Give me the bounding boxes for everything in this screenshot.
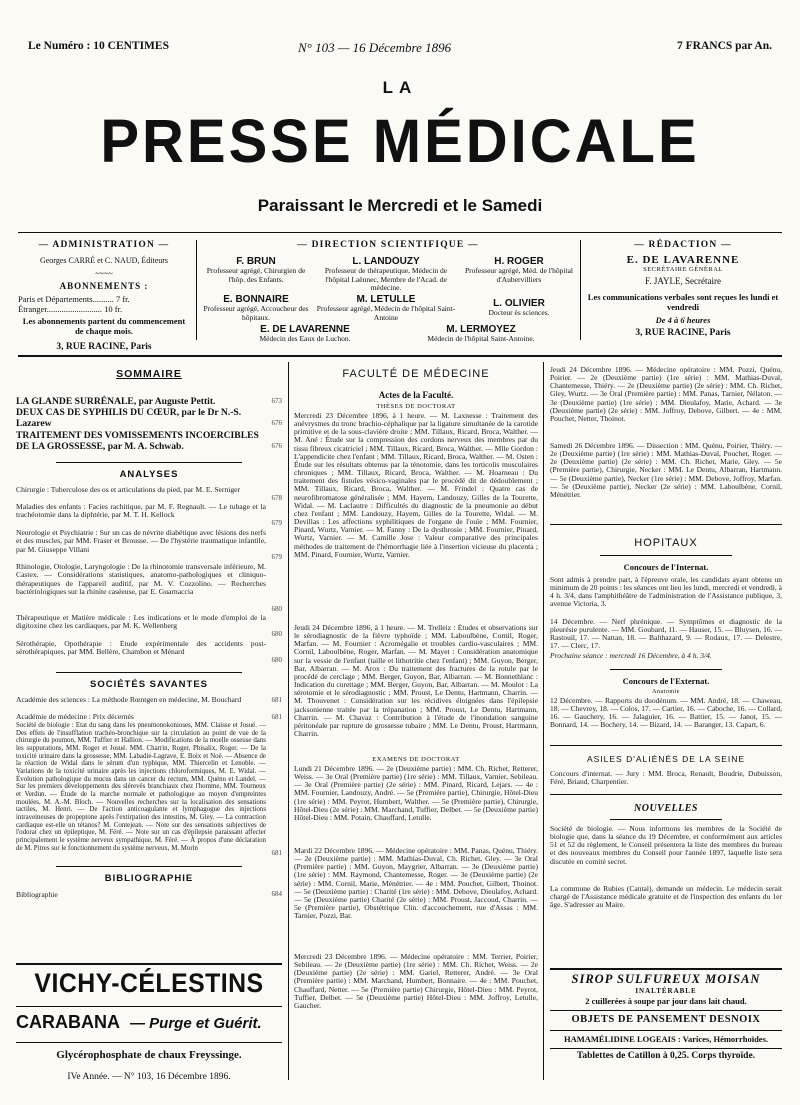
societe-item[interactable]: Académie des sciences : La méthode Rœntgen en médecine, M. Bouchard 681 [16, 696, 282, 705]
nouvelles-rubies: La commune de Rubies (Cantal), demande un médecin. Le médecin serait chargé de l'Assistance médicale gratuite et de l'inspection des enfants du 1er âge. S'adresser au Maire. [550, 885, 782, 910]
sommaire-items [16, 396, 282, 452]
redaction-address: 3, RUE RACINE, Paris [635, 328, 731, 338]
divider [56, 462, 242, 463]
divider [550, 524, 782, 525]
bibliographie-item[interactable]: Bibliographie 684 [16, 890, 282, 900]
analysis-item[interactable]: Maladies des enfants : Facies rachitique, par M. F. Regnault. — Le tubage et la trachéotomie dans la diphtérie, par M. T. H. Kellock 679 [16, 503, 282, 528]
internat-header: Concours de l'Internat. [623, 562, 709, 572]
administration-header: — ADMINISTRATION — [38, 240, 170, 250]
societe-item[interactable]: Académie de médecine : Prix décernés 681 [16, 713, 282, 722]
redaction-hours: De 4 à 6 heures [655, 315, 711, 325]
ad-rule [550, 1048, 782, 1049]
masthead-subtitle: Paraissant le Mercredi et le Samedi [257, 196, 543, 215]
divider [550, 745, 782, 746]
ad-hamamelidine: HAMAMÉLIDINE LOGEAIS : Varices, Hémorrhoïdes. [564, 1034, 768, 1044]
divider [550, 794, 782, 795]
examens-text-26: Samedi 26 Décembre 1896. — Dissection : MM. Quénu, Poirier, Thiéry. — 2e (Deuxième partie) (1re série) : MM. Mathias-Duval, Pouchet, Roger. — 2e (Deuxième partie) (2e série) : MM. Ch. Richet, Marie, Gley. — 5e (Première partie), Chirurgie, Necker : MM. Le Dentu, Albarran, Hartmann. — 5e (Deuxième partie), Necker (1re série) : MM. Debove, Joffroy, Marfan. — 5e (Deuxième partie), Necker (2e série) : MM. Laboulbène, Cornil, Ménétrier. [550, 442, 782, 499]
redaction-role: SECRÉTAIRE GÉNÉRAL [643, 266, 723, 273]
masthead-title: PRESSE MÉDICALE [100, 107, 700, 176]
ad-vichy-celestins: VICHY-CÉLESTINS [34, 968, 264, 998]
ad-carabana: CARABANA — Purge et Guérit. [16, 1012, 262, 1032]
asiles-text: Concours d'internat. — Jury : MM. Broca, Renault, Boudrie, Dubuisson, Féré, Briand, Charpentier. [550, 770, 782, 787]
director-olivier: L. OLIVIER Docteur ès sciences. [488, 298, 550, 317]
internat-results: 14 Décembre. — Nerf phrénique. — Symptômes et diagnostic de la pleurésie purulente. — MM. Goubard, 11. — Hauser, 15. — Bluysen, 16. — Rastouil, 17. — Nattan, 18. — Balthazard, 9. — Rodaux, 17. — Delestre, 17. — Clerc, 17. [550, 618, 782, 651]
column-divider [196, 240, 197, 340]
issue-price: Le Numéro : 10 CENTIMES [28, 40, 169, 52]
column-divider [288, 362, 289, 1080]
direction-header: — DIRECTION SCIENTIFIQUE — [297, 240, 479, 250]
administration-editors: Georges CARRÉ et C. NAUD, Éditeurs [39, 256, 169, 265]
societe-item[interactable]: Société de biologie : État du sang dans les pneumonokonioses, MM. Claisse et Josué. — Des effets de l'insufflation trachéo-bronchique sur la circulation au point de vue de la chirurgie du poumon, MM. Tuffier et Hallion. — Modifications de la moelle osseuse dans les suppurations, MM. Roger et Josué. MM. Charrin, Roger, Phisalix, Roger. — De la toxicité urinaire dans la grossesse, MM. Labadie-Lagrave, E. Boix et Noé. — Absence de la réaction de Widal dans le sérum d'un typhique, MM. Thiercelin et Lenoble. — Variations de la toxicité urinaire après les injections chloroformiques, M. E. Widal. — Évolution pathologique du mucus dans un cancer du rectum, MM. Quénu et Landel. — Sur les premiers développements des slérevés branchiaux chez l'homme, MM. Tourneux et Verdun. — Étude de la marche normale et pathologique au moyen d'empreintes moulées, M. A.-M. Bloch. — Nouvelles recherches sur la localisation des sensations tactiles, M. Henri. — De l'action anticoagulante et lymphagogue des injections intraveineuses de propeptone après l'extirpation des intestins, M. Gley. — La contraction cardiaque est-elle un tétanos? M. Contejean. — Note sur des sensations subjectives de l'odorat chez un épileptique, M. Féré. — Note sur un cas d'épilepsie paraissant affecter principalement le système nerveux sympathique, M. Féré. — À propos d'une déclaration de M. Pitres sur le fonctionnement du système nerveux, M. Morin 681 [16, 722, 282, 858]
ad-sirop-dosage: 2 cuillerées à soupe par jour dans lait chaud. [585, 996, 747, 1006]
toc-item[interactable]: DEUX CAS DE SYPHILIS DU CŒUR, par le Dr N.-S. Lazarew 676 [16, 407, 282, 430]
column-divider [580, 240, 581, 340]
divider [610, 669, 722, 670]
right-column [550, 366, 782, 919]
issue-footer: IVe Année. — N° 103, 16 Décembre 1896. [67, 1072, 231, 1082]
director-lavarenne: E. DE LAVARENNE Médecin des Eaux de Luchon. [259, 324, 351, 343]
examens-header: EXAMENS DE DOCTORAT [372, 756, 460, 763]
toc-item[interactable]: TRAITEMENT DES VOMISSEMENTS INCOERCIBLES DE LA GROSSESSE, par M. A. Schwab. 676 [16, 429, 282, 452]
divider [56, 672, 242, 673]
examens-text-22: Mardi 22 Décembre 1896. — Médecine opératoire : MM. Panas, Quénu, Thiéry. — 2e (Deuxième partie) : MM. Mathias-Duval, Ch. Richet, Gley. — 3e Oral (Première partie) : MM. Guyon, Maygrier, Albarran. — 3e (Deuxième partie) (1re série) : MM. Raymond, Chantemesse, Roger. — 3e (Deuxième partie) (2e série) : MM. Cornil, Marie, Ménétrier. — 4e : MM. Pouchet, Gilbert, Thoinot. — 5e (Deuxième partie) : Charité (1re série) : MM. Debove, Dieulafoy, Achard. — 5e (Deuxième partie) Charité (2e série) : MM. Proust, Jaccoud, Charrin. — 5e (Première partie), Obstétrique Clin. d'accouchement, rue d'Assas : MM. Tarnier, Pozzi, Bar. [294, 847, 538, 921]
externat-results: 12 Décembre. — Rapports du duodénum. — MM. André, 18. — Chaweau, 18. — Chevrey, 18. — Colos, 17. — Cartier, 16. — Caboche, 16. — Collard, 16. — Gauchery, 16. — Jalaguier, 16. — Battier, 15. — Janot, 15. — Bonnard, 14. — Bochery, 14. — Bizard, 14. — Baranger, 13. Capart, 6. [550, 697, 782, 730]
theses-text-23: Mercredi 23 Décembre 1896, à 1 heure. — M. Laxnesse : Traitement des anévrysmes du tronc brachio-céphalique par la ligature simultanée de la carotide primitive et de la sous-clavière droite ; MM. Tillaux, Ricard, Broca, Walther. — M. Ané : Étude sur la compression des cordons nerveux des membres par du tissu fibreux cicatriciel ; MM. Tillaux, Ricard, Broca, Walther. — Mlle Gordon : L'appendicite chez l'enfant ; MM. Tillaux, Ricard, Broca, Walther. — M. Osten : Étude sur les résultats obtenus par la ténotomie, dans les torticolis musculaires chroniques ; MM. Tillaux, Ricard, Broca, Walther. — M. Hoarneau : Du traitement des fistules vésico-vaginales par le procédé dit de dédoublement ; MM. Tillaux, Ricard, Broca, Walther. — M. Frindel : Quatre cas de neurofibromatose généralisée ; MM. Hayem, Landouzy, Gilles de la Tourette, Widal. — M. Laclautre : Difficultés du diagnostic de la pneumonie au début chez l'enfant ; MM. Landouzy, Hayem, Gilles de la Tourette, Widal. — M. Devillas : Les affections syphilitiques de l'organe de l'ouïe ; MM. Fournier, Pinard, Wurtz, Varnier. — M. Fanny : De la dysthrosie ; MM. Fournier, Pinard, Wurtz, Varnier. — M. Camille Jose : Valeur comparative des principales méthodes de traitement de l'hémorrhagie liée à l'insertion vicieuse du placenta ; MM. Pinard, Fournier, Wurtz, Varnier. [294, 412, 538, 559]
masthead-rule [18, 232, 782, 233]
abonnement-etranger: Étranger.......................... 10 fr. [18, 304, 123, 314]
ad-rule [16, 1042, 282, 1043]
divider [610, 819, 722, 820]
analysis-item[interactable]: Thérapeutique et Matière médicale : Les indications et le mode d'emploi de la digitoxine chez les cardiaques, par M. K. Wellenberg 680 [16, 614, 282, 639]
ornament-divider: ~~~~ [95, 269, 113, 278]
examens-text-21: Lundi 21 Décembre 1896. — 2e (Deuxième partie) : MM. Ch. Richet, Retterer, Weiss. — 3e Oral (Première partie) (1re série) : MM. Tillaux, Varnier, Sebileau. — 3e Oral (Première partie) (2e série) : MM. Pinard, Ricard, Lejars. — 4e : MM. Fournier, Landouzy, André. — 5e (Première partie), Chirurgie, Hôtel-Dieu (1re série) : MM. Peyrot, Humbert, Walther. — 5e (Première partie), Chirurgie, Hôtel-Dieu (2e série) : MM. Marchand, Tuffier, Delbet. — 5e (Deuxième partie) Hôtel-Dieu : MM. Potain, Chauffard, Letulle. [294, 765, 538, 822]
redaction-note: Les communications verbales sont reçues les lundi et vendredi [587, 292, 779, 312]
ad-rule [16, 963, 282, 965]
divider [600, 555, 732, 556]
ad-glycerophosphate: Glycérophosphate de chaux Freyssinge. [56, 1049, 242, 1061]
abonnement-paris: Paris et Départements.......... 7 fr. [18, 294, 130, 304]
sommaire-column [16, 368, 282, 899]
ad-tablettes-catillon: Tablettes de Catillon à 0,25. Corps thyroïde. [576, 1051, 756, 1061]
faculte-header: FACULTÉ DE MÉDECINE [342, 368, 490, 380]
asiles-header: ASILES D'ALIÉNÉS DE LA SEINE [586, 754, 746, 764]
nouvelles-biologie: Société de biologie. — Nous informons les membres de la Société de biologie que, dans la séance du 19 Décembre, et conformément aux articles 51 et 52 du règlement, le Conseil présentera la liste des membres du bureau et des nouveaux membres du Conseil pour l'année 1897, laquelle liste sera discutée en comité secret. [550, 825, 782, 866]
internat-text: Sont admis à prendre part, à l'épreuve orale, les candidats ayant obtenu un minimum de 20 points : les séances ont lieu les lundi, mercredi et vendredi, à 4 h. 3/4, dans l'amphithéâtre de l'administration de l'Assistance publique, 3, avenue Victoria, 3. [550, 576, 782, 609]
internat-next: Prochaine séance : mercredi 16 Décembre, à 4 h. 3/4. [550, 652, 712, 660]
abonnement-note: Les abonnements partent du commencement de chaque mois. [22, 316, 186, 336]
ad-sirop-inalterable: INALTÉRABLE [635, 987, 697, 995]
administration-block [18, 240, 190, 352]
analysis-item[interactable]: Neurologie et Psychiatrie : Sur un cas de névrite diabétique avec lésions des nerfs et des muscles, par MM. Fraser et Brousse. — De l'hystérie traumatique infantile, par M. Giuseppe Villani 679 [16, 529, 282, 562]
theses-header: THÈSES DE DOCTORAT [376, 403, 456, 410]
administration-address: 3, RUE RACINE, Paris [56, 342, 152, 352]
redaction-name: E. DE LAVARENNE [626, 254, 740, 266]
redaction-block [584, 240, 782, 338]
bibliographie-header: BIBLIOGRAPHIE [104, 873, 194, 885]
ad-rule [16, 1006, 282, 1007]
societes-header: SOCIÉTÉS SAVANTES [90, 679, 208, 691]
theses-text-24: Jeudi 24 Décembre 1896, à 1 heure. — M. Trelleiz : Études et observations sur le sérodiagnostic de la fièvre typhoïde ; MM. Laboulbène, Cornil, Roger, Marfan. — M. Fournier : Acromégalie et troubles cardio-vasculaires ; MM. Cornil, Laboulbène, Roger, Marfan. — M. Mayet : Considération anatomique sur la vessie de l'enfant (taille et lithotritie chez l'enfant) ; MM. Guyon, Berger, Bar, Albarran. — M. Arox : Du traitement des fractures de la rotule par le procédé de cerclage ; MM. Berger, Guyon, Bar, Albarran. — M. Bonnethlanc : Indication du curettage ; MM. Berger, Guyon, Bar, Albarran. — M. Moulot : La sérotomie et le sérodiagnostic ; MM. Proust, Le Dentu, Hartmann, Charrin. — M. Thouvenet : Considération sur les récidives éloignées dans l'épilepsie jacksonienne traitée par la trépanation ; MM. Proust, Le Dentu, Hartmann, Charrin. — M. Chavaz : Contribution à l'étude de l'inondation sanguine péritonéale par rupture de grossesse tubaire ; MM. Le Dentu, Proust, Hartmann, Charrin. [294, 624, 538, 739]
analysis-item[interactable]: Sérothérapie, Opothérapie : Étude expérimentale des accidents post-sérothérapiques, par MM. Bellère, Chambon et Ménard 680 [16, 640, 282, 665]
direction-block [200, 240, 576, 346]
hopitaux-header: HOPITAUX [634, 537, 698, 549]
subscription-price: 7 FRANCS par An. [677, 40, 772, 52]
externat-header: Concours de l'Externat. [622, 676, 710, 686]
analysis-item[interactable]: Rhinologie, Otologie, Laryngologie : De la rhinotomie transversale inférieure, M. Castex. — Considérations statistiques, anatomo-pathologiques et cliniquo-thérapeutiques de l'appareil auditif, par M. V. Cozzolino. — Recherches bactériologiques sur la rhinite caséeuse, par E. Guarnaccia 680 [16, 563, 282, 614]
ad-rule [550, 1030, 782, 1031]
toc-item[interactable]: LA GLANDE SURRÉNALE, par Auguste Pettit. 673 [16, 396, 282, 407]
divider [56, 866, 242, 867]
societes-list [16, 696, 282, 860]
director-brun: F. BRUN Professeur agrégé, Chirurgien de l'hôp. des Enfants. [206, 256, 306, 284]
director-letulle: M. LETULLE Professeur agrégé, Médecin de l'hôpital Saint-Antoine [316, 294, 456, 322]
ad-sirop-moisan: SIROP SULFUREUX MOISAN [571, 972, 761, 986]
issue-number-date: N° 103 — 16 Décembre 1896 [298, 40, 452, 55]
ad-rule [550, 968, 782, 970]
examens-text-23: Mercredi 23 Décembre 1896. — Médecine opératoire : MM. Terrier, Poirier, Sebileau. — 2e (Deuxième partie) (1re série) : MM. Ch. Richet, Weiss. — 2e (Deuxième partie) (2e série) : MM. Gariel, Retterer, André. — 3e Oral (Première partie) : MM. Marchand, Humbert, Bonnaire. — 4e : MM. Pouchet, Chauffard, Netter. — 5e (Première partie) Chirurgie, Hôtel-Dieu : MM. Peyrot, Tuffier, Delbet. — 5e (Deuxième partie) Hôtel-Dieu : MM. Joffroy, Letulle, Gaucher. [294, 953, 538, 1010]
analysis-item[interactable]: Chirurgie : Tuberculose des os et articulations du pied, par M. E. Serniger 678 [16, 486, 282, 503]
nouvelles-header: NOUVELLES [634, 803, 698, 814]
header-bottom-rule [18, 355, 782, 357]
director-bonnaire: E. BONNAIRE Professeur agrégé, Accoucheur des hôpitaux. [203, 294, 309, 322]
actes-header: Actes de la Faculté. [378, 390, 454, 400]
director-lermoyez: M. LERMOYEZ Médecin de l'hôpital Saint-Antoine. [427, 324, 535, 343]
anatomie-label: Anatomie [652, 689, 680, 695]
analyses-header: ANALYSES [119, 469, 179, 481]
redaction-secretary: F. JAYLE, Secrétaire [645, 276, 721, 286]
masthead-topline [28, 40, 772, 56]
examens-text-24: Jeudi 24 Décembre 1896. — Médecine opératoire : MM. Pozzi, Quénu, Poirier. — 2e (Deuxième partie) (1re série) : MM. Mathias-Duval, Chantemesse, Thiéry. — 2e (Deuxième partie) (2e série) : MM. Ch. Richet, Gley, Wurtz. — 3e Oral (Première partie) : MM. Panas, Tarnier, Nélaton. — 3e (Deuxième partie) (1re série) : MM. Dieulafoy, Marie, Achard. — 3e (Deuxième partie) (2e série) : MM. Joffroy, Debove, Gilbert. — 4e : MM. Pouchet, Netter, Thoinot. [550, 366, 782, 423]
director-roger: H. ROGER Professeur agrégé, Méd. de l'hôpital d'Aubervilliers [465, 256, 573, 284]
analyses-list [16, 486, 282, 666]
director-landouzy: L. LANDOUZY Professeur de thérapeutique, Médecin de l'hôpital Laënnec, Membre de l'Acad. de médecine. [324, 256, 448, 292]
ad-rule [550, 1010, 782, 1011]
sommaire-header: SOMMAIRE [116, 368, 182, 380]
redaction-header: — RÉDACTION — [634, 240, 732, 250]
column-divider [543, 362, 544, 1080]
ad-pansement-desnoix: OBJETS DE PANSEMENT DESNOIX [571, 1014, 761, 1025]
faculte-column [294, 368, 538, 1035]
abonnements-label: ABONNEMENTS : [59, 281, 149, 291]
masthead-la: LA [382, 78, 418, 97]
